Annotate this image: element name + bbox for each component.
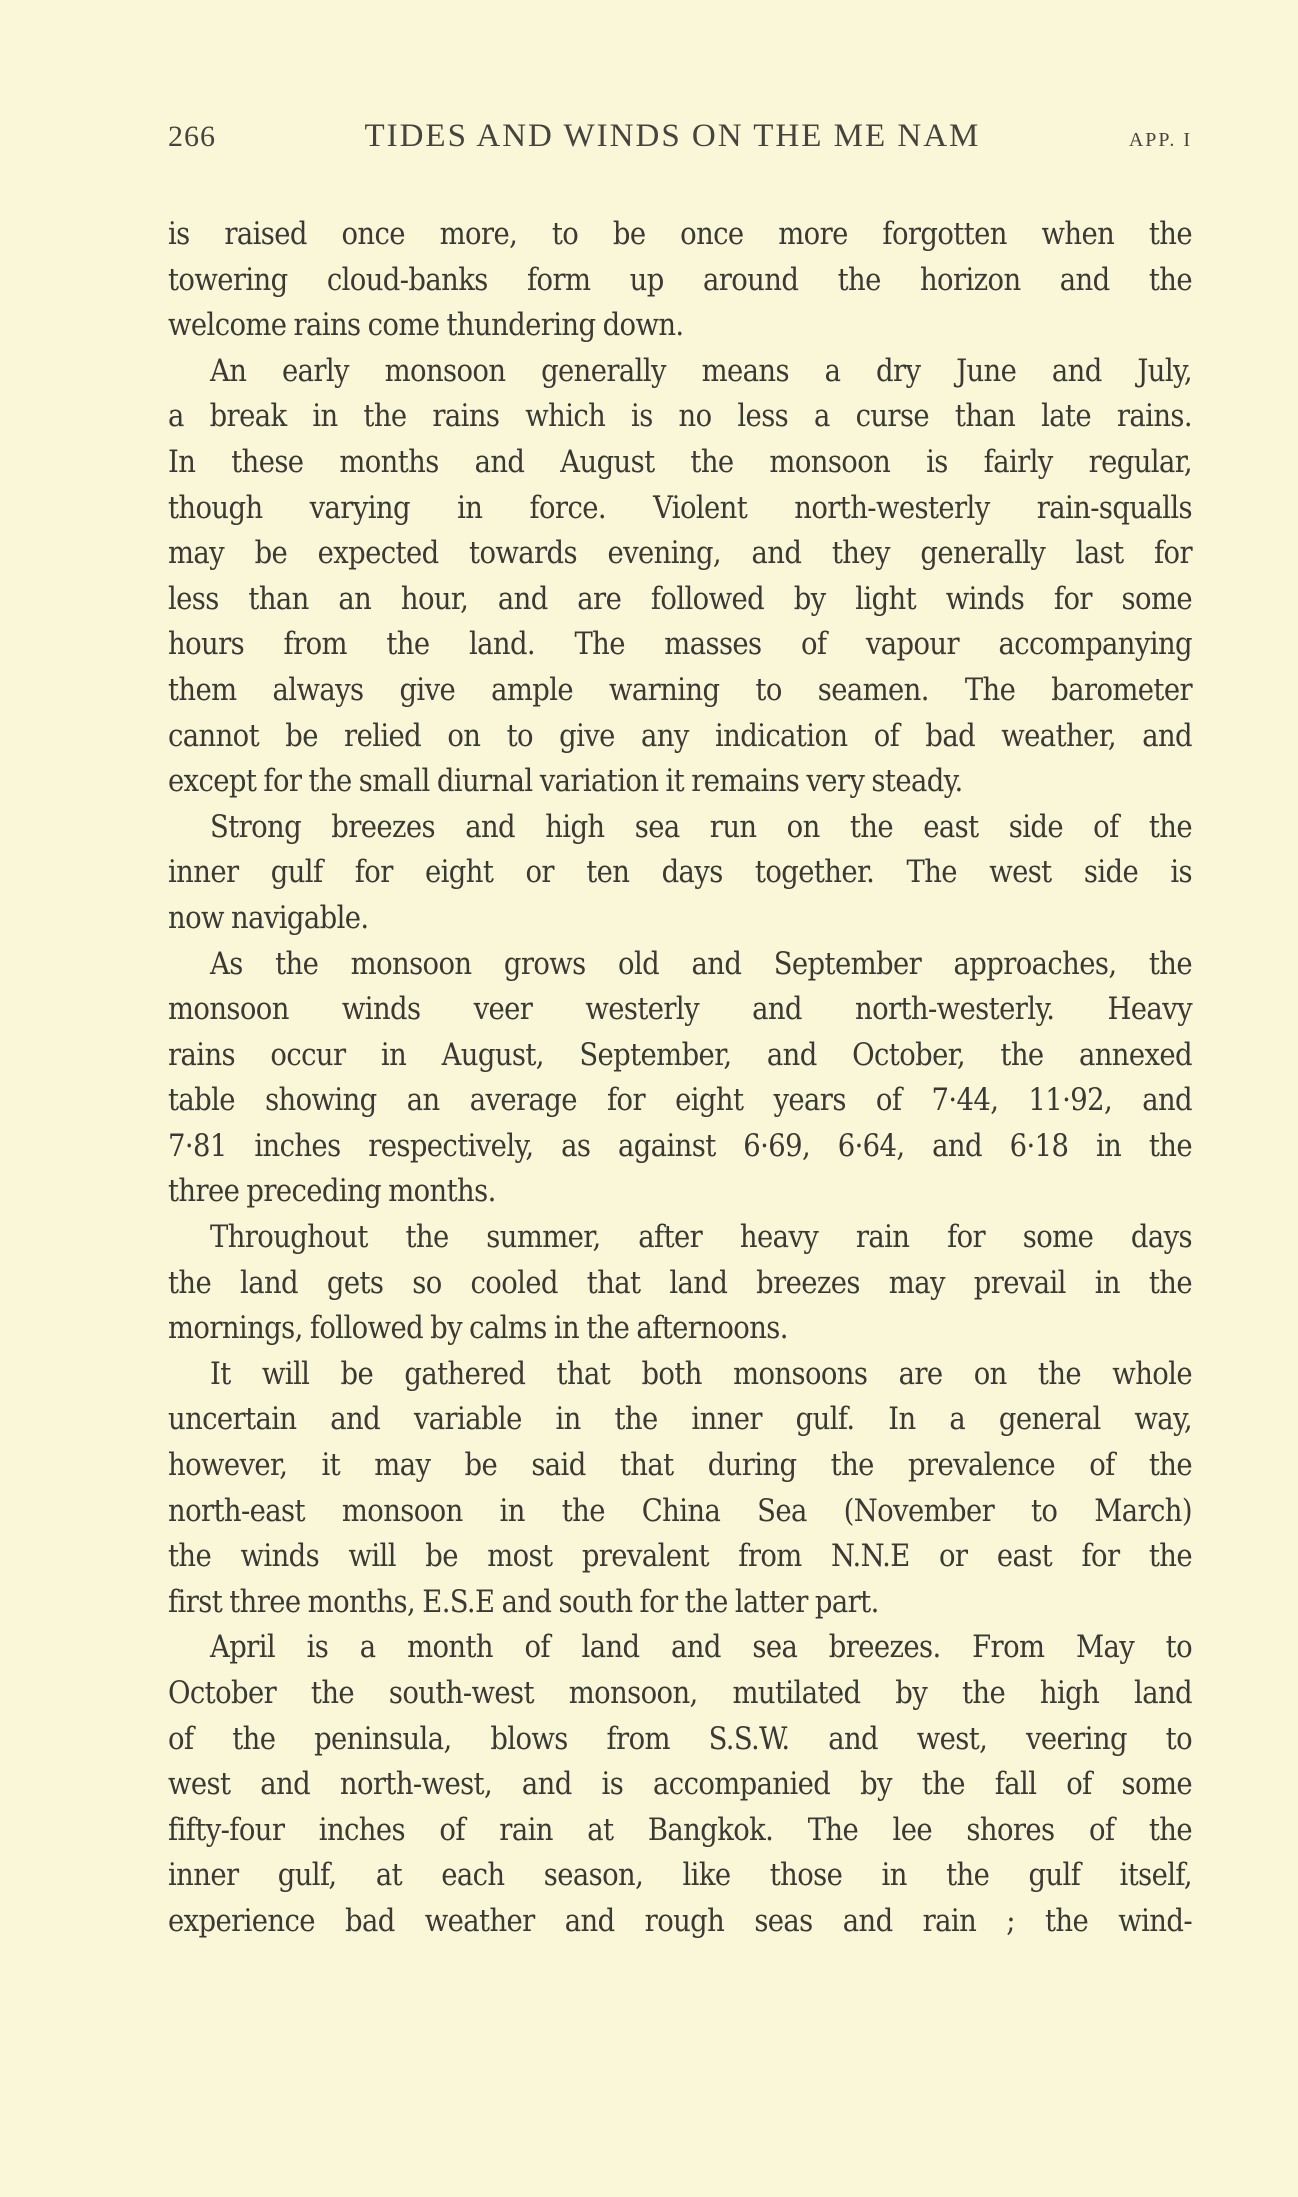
text-line: three preceding months. — [168, 1174, 496, 1210]
text-line: In these months and August the monsoon is fairly regular, — [168, 444, 1192, 480]
paragraph — [168, 805, 1192, 942]
text-line: the land gets so cooled that land breezes may prevail in the — [168, 1265, 1192, 1301]
text-line: uncertain and variable in the inner gulf. In a general way, — [168, 1402, 1192, 1438]
running-head — [168, 118, 1192, 168]
text-line: April is a month of land and sea breezes. From May to — [210, 1630, 1192, 1666]
section-label: APP. I — [1128, 129, 1192, 151]
text-line: first three months, E.S.E and south for the latter part. — [168, 1584, 879, 1620]
text-line: may be expected towards evening, and they generally last for — [168, 536, 1192, 572]
text-line: rains occur in August, September, and October, the annexed — [168, 1037, 1192, 1073]
text-line: north-east monsoon in the China Sea (November to March) — [168, 1493, 1192, 1529]
text-line: less than an hour, and are followed by light winds for some — [168, 581, 1192, 617]
text-line: of the peninsula, blows from S.S.W. and west, veering to — [168, 1721, 1192, 1757]
book-page — [168, 118, 1192, 1945]
text-line: except for the small diurnal variation it remains very steady. — [168, 764, 963, 800]
text-line: is raised once more, to be once more forgotten when the — [168, 217, 1192, 252]
text-line: hours from the land. The masses of vapour accompanying — [168, 627, 1192, 663]
paragraph — [168, 1625, 1192, 1944]
text-line: now navigable. — [168, 900, 369, 936]
text-line: though varying in force. Violent north-westerly rain-squalls — [168, 490, 1192, 526]
text-line: the winds will be most prevalent from N.N.E or east for the — [168, 1539, 1192, 1575]
paragraph — [168, 1352, 1192, 1626]
text-line: Strong breezes and high sea run on the east side of the — [210, 809, 1192, 845]
text-line: Throughout the summer, after heavy rain for some days — [210, 1220, 1192, 1256]
text-line: a break in the rains which is no less a curse than late rains. — [168, 399, 1192, 435]
text-line: them always give ample warning to seamen. The barometer — [168, 672, 1192, 708]
body-text — [168, 212, 1192, 1945]
text-line: cannot be relied on to give any indication of bad weather, and — [168, 718, 1192, 754]
text-line: October the south-west monsoon, mutilated by the high land — [168, 1676, 1192, 1711]
text-line: An early monsoon generally means a dry June and July, — [210, 353, 1192, 389]
paragraph — [168, 349, 1192, 805]
text-line: inner gulf for eight or ten days together. The west side is — [168, 855, 1192, 891]
text-line: fifty-four inches of rain at Bangkok. The lee shores of the — [168, 1812, 1192, 1848]
text-line: mornings, followed by calms in the afternoons. — [168, 1311, 788, 1347]
paragraph — [168, 942, 1192, 1216]
text-line: monsoon winds veer westerly and north-westerly. Heavy — [168, 992, 1192, 1028]
page-number: 266 — [168, 120, 216, 153]
text-line: As the monsoon grows old and September approaches, the — [210, 946, 1192, 982]
text-line: table showing an average for eight years of 7·44, 11·92, and — [168, 1083, 1192, 1119]
text-line: towering cloud-banks form up around the horizon and the — [168, 262, 1192, 298]
paragraph — [168, 212, 1192, 349]
text-line: west and north-west, and is accompanied by the fall of some — [168, 1767, 1192, 1803]
text-line: experience bad weather and rough seas and rain ; the wind- — [168, 1903, 1192, 1939]
paragraph — [168, 1215, 1192, 1352]
running-title: TIDES AND WINDS ON THE ME NAM — [364, 118, 981, 154]
text-line: It will be gathered that both monsoons are on the whole — [210, 1356, 1192, 1392]
text-line: welcome rains come thundering down. — [168, 308, 684, 344]
text-line: 7·81 inches respectively, as against 6·69, 6·64, and 6·18 in the — [168, 1128, 1192, 1164]
text-line: however, it may be said that during the prevalence of the — [168, 1448, 1192, 1484]
text-line: inner gulf, at each season, like those in the gulf itself, — [168, 1858, 1192, 1894]
